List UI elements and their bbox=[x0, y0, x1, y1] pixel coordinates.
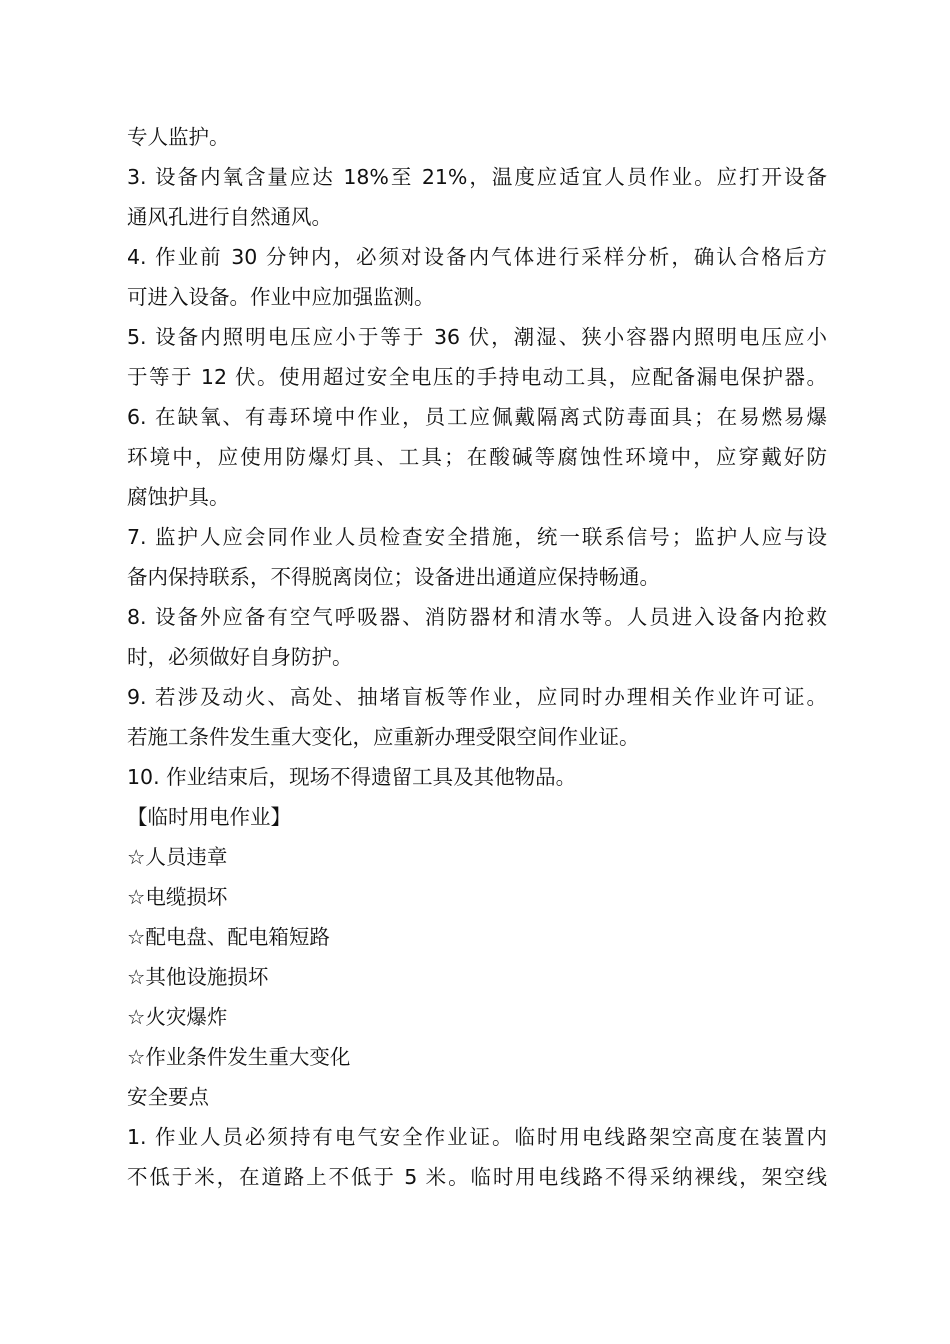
text-line: 专人监护。 bbox=[127, 125, 230, 149]
text-line: 环境中，应使用防爆灯具、工具；在酸碱等腐蚀性环境中，应穿戴好防 bbox=[127, 445, 827, 469]
hazard-item: ☆配电盘、配电箱短路 bbox=[127, 925, 330, 949]
hazard-item: ☆电缆损坏 bbox=[127, 885, 228, 909]
text-line: 7. 监护人应会同作业人员检查安全措施，统一联系信号；监护人应与设 bbox=[127, 525, 827, 549]
hazard-item: ☆其他设施损坏 bbox=[127, 965, 269, 989]
text-line: 1. 作业人员必须持有电气安全作业证。临时用电线路架空高度在装置内 bbox=[127, 1125, 827, 1149]
text-line: 3. 设备内氧含量应达 18%至 21%，温度应适宜人员作业。应打开设备 bbox=[127, 165, 827, 189]
text-line: 不低于米，在道路上不低于 5 米。临时用电线路不得采纳裸线，架空线 bbox=[127, 1165, 827, 1189]
document-body bbox=[127, 117, 827, 1197]
section-heading: 【临时用电作业】 bbox=[127, 805, 291, 829]
text-line: 时，必须做好自身防护。 bbox=[127, 645, 353, 669]
text-line: 9. 若涉及动火、高处、抽堵盲板等作业，应同时办理相关作业许可证。 bbox=[127, 685, 827, 709]
text-line: 于等于 12 伏。使用超过安全电压的手持电动工具，应配备漏电保护器。 bbox=[127, 365, 827, 389]
text-line: 通风孔进行自然通风。 bbox=[127, 205, 332, 229]
hazard-item: ☆人员违章 bbox=[127, 845, 228, 869]
hazard-item: ☆火灾爆炸 bbox=[127, 1005, 228, 1029]
text-line: 6. 在缺氧、有毒环境中作业，员工应佩戴隔离式防毒面具；在易燃易爆 bbox=[127, 405, 827, 429]
text-line: 备内保持联系，不得脱离岗位；设备进出通道应保持畅通。 bbox=[127, 565, 660, 589]
hazard-item: ☆作业条件发生重大变化 bbox=[127, 1045, 351, 1069]
subsection-heading: 安全要点 bbox=[127, 1085, 209, 1109]
text-line: 4. 作业前 30 分钟内，必须对设备内气体进行采样分析，确认合格后方 bbox=[127, 245, 827, 269]
text-line: 可进入设备。作业中应加强监测。 bbox=[127, 285, 435, 309]
text-line: 腐蚀护具。 bbox=[127, 485, 230, 509]
text-line: 10. 作业结束后，现场不得遗留工具及其他物品。 bbox=[127, 765, 577, 789]
text-line: 若施工条件发生重大变化，应重新办理受限空间作业证。 bbox=[127, 725, 640, 749]
text-line: 8. 设备外应备有空气呼吸器、消防器材和清水等。人员进入设备内抢救 bbox=[127, 605, 827, 629]
text-line: 5. 设备内照明电压应小于等于 36 伏，潮湿、狭小容器内照明电压应小 bbox=[127, 325, 827, 349]
